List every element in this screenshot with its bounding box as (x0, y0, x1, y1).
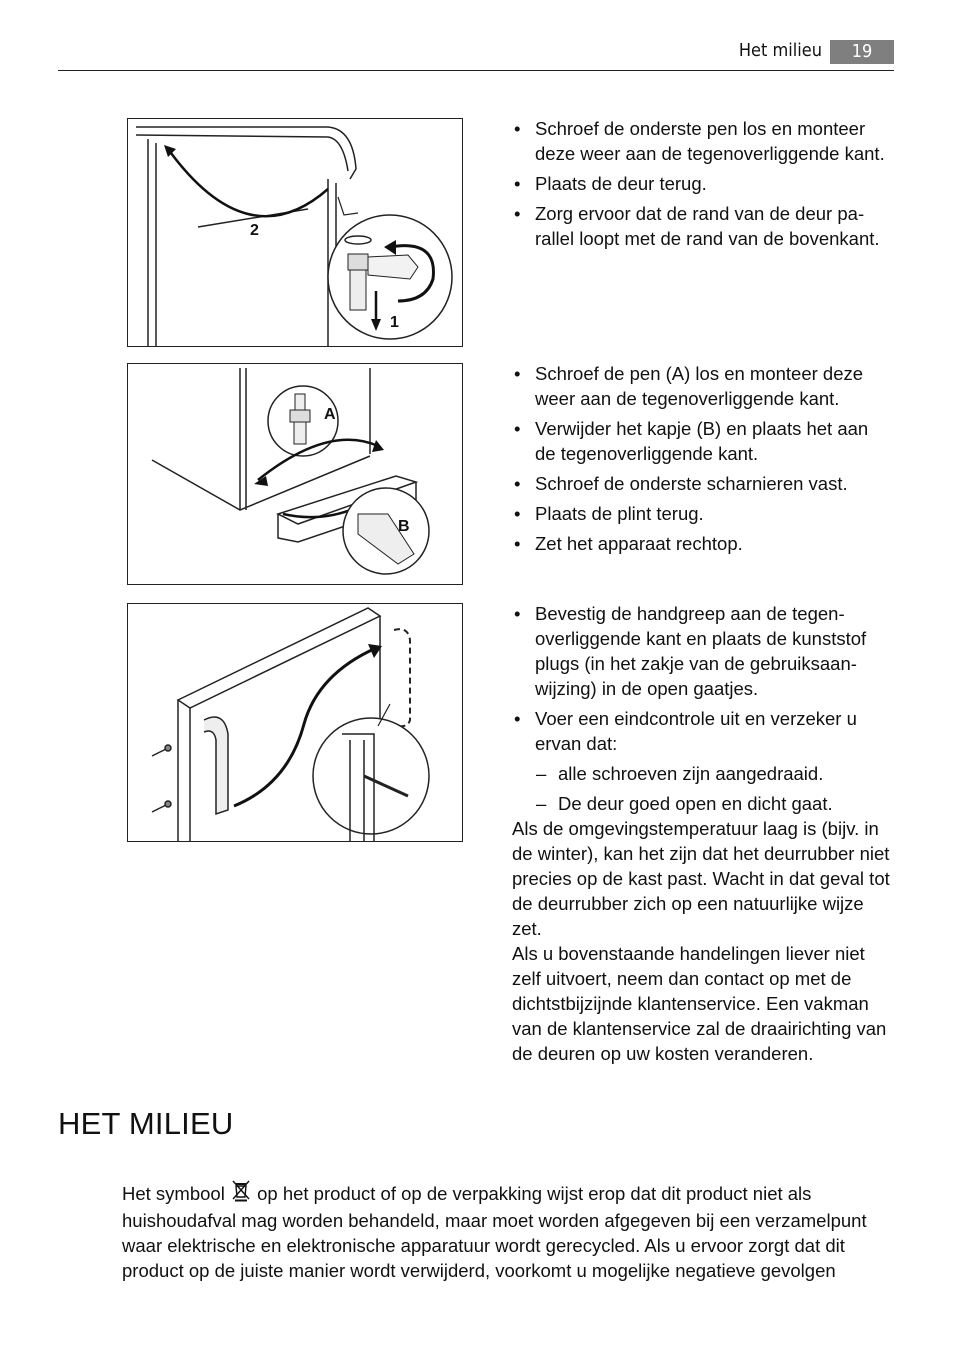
step1-bullet: • Plaats de deur terug. (512, 171, 892, 196)
environment-text-rest: op het product of op de verpakking wijst erop dat dit product niet als huishoudafval mag worden behandeld, maar moet worden afgegeven bij een verzamelpunt waar elektrische en elektronische apparatuur wordt gerecycled. Als u ervoor zorgt dat dit product op de juiste manier wordt verwijderd, voorkomt u mogelijke negatieve gevolgen (122, 1183, 867, 1281)
door-top-hinge-illustration (128, 119, 462, 346)
step1-bullet: • Zorg ervoor dat de rand van de deur parallel loopt met de rand van de bovenkant. (512, 201, 892, 251)
step3-bullet: • Voer een eindcontrole uit en verzeker u ervan dat: (512, 706, 892, 756)
step2-bullet: • Verwijder het kapje (B) en plaats het aan de tegenoverliggende kant. (512, 416, 892, 466)
figure-label-a: A (324, 406, 336, 423)
environment-text-start: Het symbool (122, 1183, 225, 1204)
figure-handle-mounting (127, 603, 463, 842)
step2-bullet: • Zet het apparaat rechtop. (512, 531, 892, 556)
step3-bullet: • Bevestig de handgreep aan de tegenoverliggende kant en plaats de kunststof plugs (in het zakje van de gebruiksaanwijzing) in de open gaatjes. (512, 601, 892, 701)
step3-service-paragraph: Als u bovenstaande handelingen liever niet zelf uitvoert, neem dan contact op met de dichtstbijzijnde klantenservice. Een vakman van de klantenservice zal de draairichting van de deuren op uw kosten veranderen. (512, 943, 887, 1064)
figure-label-2: 2 (250, 222, 259, 239)
step2-bullet: • Schroef de onderste scharnieren vast. (512, 471, 892, 496)
figure-door-pin-swap (127, 118, 463, 347)
step3-note-paragraph: Als de omgevingstemperatuur laag is (bijv. in de winter), kan het zijn dat het deurrubber niet precies op de kast past. Wacht in dat geval tot de deurrubber zich op een natuurlijke wijze zet. (512, 818, 890, 939)
crossed-out-wheelie-bin-icon (232, 1180, 250, 1208)
step2-instructions (512, 361, 892, 561)
step3-dash-item: – De deur goed open en dicht gaat. (512, 791, 892, 816)
bottom-hinge-illustration (128, 364, 462, 584)
header-divider (58, 70, 894, 71)
page-number: 19 (830, 40, 894, 64)
figure-label-1: 1 (390, 314, 399, 331)
step3-instructions (512, 601, 892, 1066)
figure-label-b: B (398, 518, 410, 535)
step3-dash-item: – alle schroeven zijn aangedraaid. (512, 761, 892, 786)
step2-bullet: • Schroef de pen (A) los en monteer deze weer aan de tegenoverliggende kant. (512, 361, 892, 411)
environment-paragraph (122, 1180, 892, 1283)
step1-instructions (512, 116, 892, 256)
header-section-title: Het milieu (738, 40, 822, 61)
step2-bullet: • Plaats de plint terug. (512, 501, 892, 526)
figure-bottom-hinge (127, 363, 463, 585)
section-heading: HET MILIEU (58, 1106, 234, 1141)
door-handle-illustration (128, 604, 462, 841)
step1-bullet: • Schroef de onderste pen los en monteer deze weer aan de tegenoverliggende kant. (512, 116, 892, 166)
